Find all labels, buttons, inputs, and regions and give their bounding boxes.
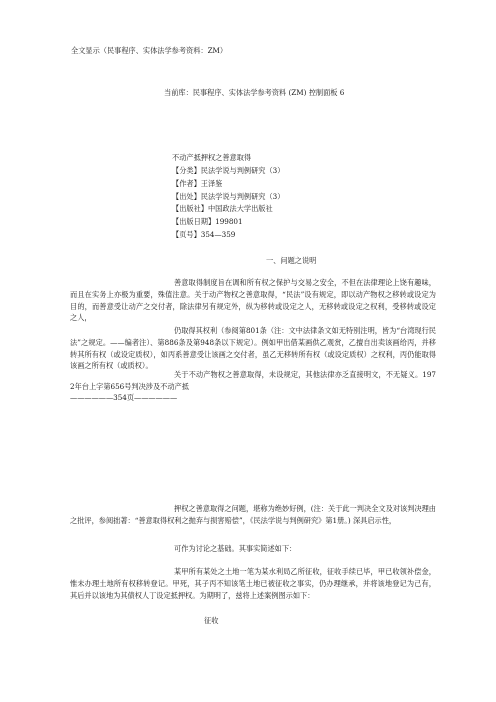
paragraph-case-facts: 某甲所有某处之土地一笔为某水利局乙所征收，征收手续已毕，甲已收领补偿金，惟未办理土地所有权移转登记。甲死，其子丙不知该笔土地已被征收之事实，仍办理继承，并将该地登记为己有，其后并以该地为其债权人丁设定抵押权。为期明了，兹将上述案例图示如下：: [70, 567, 436, 600]
fulltext-header: 全文显示（民事程序、实体法学参考资料：ZM）: [71, 46, 228, 55]
page-separator: ——————354页——————: [70, 393, 178, 402]
paragraph-intro: 善意取得制度旨在调和所有权之保护与交易之安全，不但在法律理论上饶有趣味，而且在实务上亦极为重要，殊值注意。关于动产物权之善意取得，“民法”设有规定，即以动产物权之移转或设定为目的，而善意受让动产之交付者，除法律另有规定外，纵为移转或设定之人，无移转或设定之权利，受移转或设定之人，: [70, 278, 436, 323]
paragraph-case-basis: 可作为讨论之基础。其事实简述如下：: [174, 544, 297, 553]
meta-pages: 【页号】354—359: [172, 230, 236, 239]
article-title: 不动产抵押权之善意取得: [172, 153, 252, 162]
meta-category: 【分类】民法学说与判例研究（3）: [172, 166, 285, 175]
meta-publish-date: 【出版日期】199801: [172, 217, 243, 226]
meta-publisher: 【出版社】中国政法大学出版社: [172, 204, 273, 213]
meta-author: 【作者】王泽鉴: [172, 179, 223, 188]
paragraph-case-intro: 押权之善意取得之问题，堪称为绝妙好例，(注：关于此一判决全文及对该判决理由之批评，参阅拙著：“善意取得权利之抛弃与损害赔偿”，《民法学说与判例研究》第1册。) 深具启示性，: [70, 504, 436, 525]
paragraph-immovable: 关于不动产物权之善意取得，未设规定，其他法律亦乏直接明文，不无疑义。1972年台上字第656号判决涉及不动产抵: [70, 370, 436, 391]
meta-source: 【出处】民法学说与判例研究（3）: [172, 192, 285, 201]
current-database-line: 当前库：民事程序、实体法学参考资料 (ZM) 控制面板 6: [164, 88, 345, 97]
paragraph-movable-example: 仍取得其权利（参阅第801条（注：文中法律条文如无特别注明，皆为“台湾现行民法”之规定。——编者注）、第886条及第948条以下规定）。例如甲出借某画供乙观赏，乙擅自出卖该画给丙，并移转其所有权（或设定质权），如丙系善意受让该画之交付者，虽乙无移转所有权（或设定质权）之权利，丙仍能取得该画之所有权（或质权）。: [70, 326, 436, 371]
diagram-label-expropriation: 征收: [204, 616, 219, 625]
section-title: 一、问题之说明: [266, 256, 317, 265]
